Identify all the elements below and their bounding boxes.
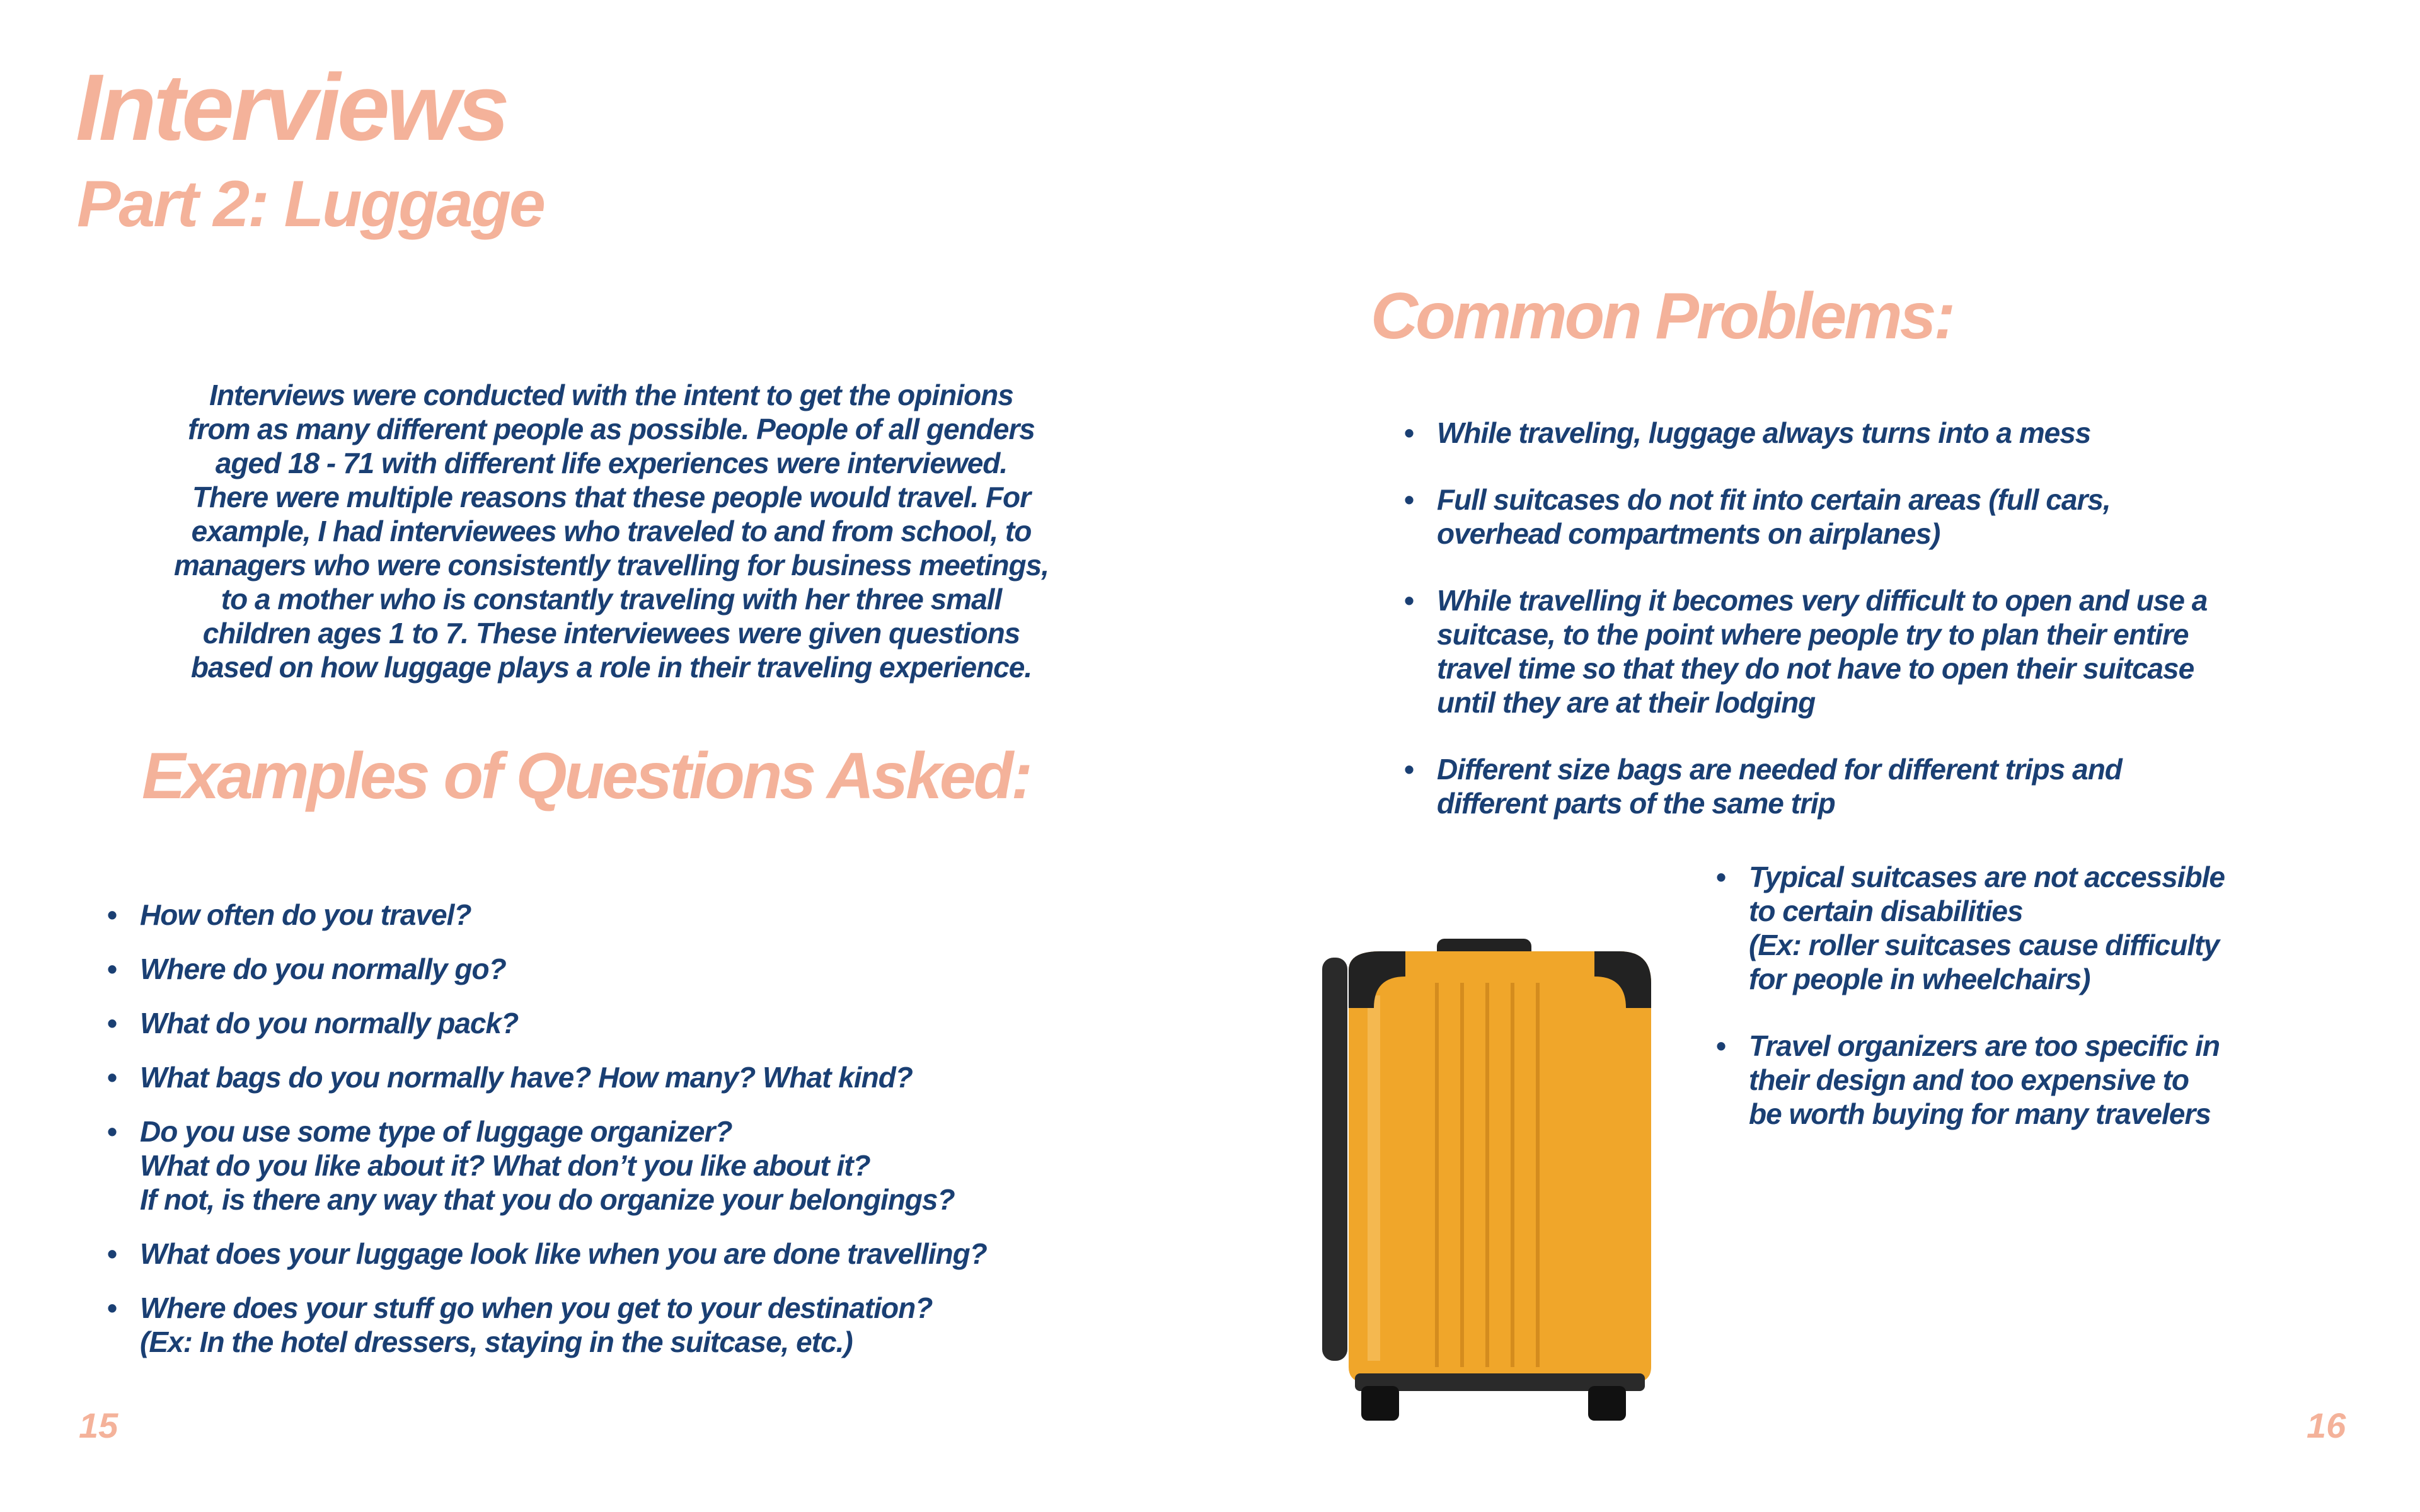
problem-text: their design and too expensive to bbox=[1749, 1063, 2189, 1096]
problem-text: for people in wheelchairs) bbox=[1749, 963, 2090, 995]
list-item bbox=[1404, 583, 2288, 719]
list-item bbox=[1404, 483, 2288, 551]
question-text: (Ex: In the hotel dressers, staying in the suitcase, etc.) bbox=[140, 1326, 853, 1358]
intro-line: based on how luggage plays a role in their traveling experience. bbox=[190, 651, 1032, 684]
question-text: Do you use some type of luggage organizer? bbox=[140, 1115, 732, 1148]
problem-text: Full suitcases do not fit into certain areas (full cars, bbox=[1437, 483, 2111, 516]
list-item bbox=[1404, 416, 2288, 450]
problem-text: suitcase, to the point where people try to plan their entire bbox=[1437, 618, 2189, 651]
page-number-left: 15 bbox=[79, 1406, 118, 1445]
list-item bbox=[1716, 860, 2316, 996]
list-item bbox=[1716, 1029, 2316, 1131]
wheel-icon bbox=[1361, 1386, 1399, 1421]
problems-list-side bbox=[1716, 860, 2316, 1164]
problem-text: Different size bags are needed for different trips and bbox=[1437, 753, 2122, 786]
problem-text: be worth buying for many travelers bbox=[1749, 1097, 2211, 1130]
intro-line: from as many different people as possible. People of all genders bbox=[188, 413, 1035, 445]
bullet: • bbox=[107, 1007, 117, 1040]
problem-text: travel time so that they do not have to open their suitcase bbox=[1437, 652, 2194, 685]
bullet: • bbox=[1716, 1029, 1726, 1062]
bullet: • bbox=[1404, 416, 1414, 449]
list-item bbox=[107, 1060, 1148, 1094]
problem-text: to certain disabilities bbox=[1749, 895, 2023, 927]
page-number-right: 16 bbox=[2307, 1406, 2346, 1445]
question-text: Where does your stuff go when you get to your destination? bbox=[140, 1292, 933, 1324]
bullet: • bbox=[107, 898, 117, 931]
list-item bbox=[1404, 752, 2288, 820]
suitcase-side-icon bbox=[1322, 958, 1347, 1361]
intro-line: There were multiple reasons that these people would travel. For bbox=[192, 481, 1031, 513]
bullet: • bbox=[1716, 861, 1726, 893]
intro-line: children ages 1 to 7. These interviewees were given questions bbox=[202, 617, 1020, 650]
question-text: How often do you travel? bbox=[140, 898, 471, 931]
list-item bbox=[107, 1237, 1148, 1271]
list-item bbox=[107, 952, 1148, 986]
intro-line: Interviews were conducted with the intent to get the opinions bbox=[209, 379, 1013, 411]
intro-paragraph bbox=[139, 378, 1084, 684]
problem-text: Typical suitcases are not accessible bbox=[1749, 861, 2225, 893]
list-item bbox=[107, 1291, 1148, 1359]
question-text: What do you like about it? What don’t you like about it? bbox=[140, 1149, 870, 1182]
intro-line: to a mother who is constantly traveling with her three small bbox=[221, 583, 1002, 616]
question-text: What do you normally pack? bbox=[140, 1007, 519, 1040]
problem-text: While travelling it becomes very difficult to open and use a bbox=[1437, 584, 2208, 617]
page-subtitle: Part 2: Luggage bbox=[77, 168, 544, 241]
intro-line: example, I had interviewees who traveled to and from school, to bbox=[191, 515, 1032, 547]
question-text: Where do you normally go? bbox=[140, 953, 506, 985]
list-item bbox=[107, 1114, 1148, 1217]
problem-text: until they are at their lodging bbox=[1437, 686, 1816, 719]
question-text: If not, is there any way that you do organize your belongings? bbox=[140, 1183, 955, 1216]
suitcase-image bbox=[1311, 932, 1676, 1424]
intro-line: aged 18 - 71 with different life experiences were interviewed. bbox=[215, 447, 1008, 479]
list-item bbox=[107, 898, 1148, 932]
bullet: • bbox=[107, 1115, 117, 1148]
problem-text: (Ex: roller suitcases cause difficulty bbox=[1749, 929, 2220, 961]
bullet: • bbox=[107, 1292, 117, 1324]
bullet: • bbox=[107, 1237, 117, 1270]
problem-text: Travel organizers are too specific in bbox=[1749, 1029, 2220, 1062]
page-title: Interviews bbox=[76, 54, 507, 160]
problems-list bbox=[1404, 416, 2288, 853]
problem-text: different parts of the same trip bbox=[1437, 787, 1835, 820]
bullet: • bbox=[107, 953, 117, 985]
wheel-icon bbox=[1588, 1386, 1626, 1421]
list-item bbox=[107, 1006, 1148, 1040]
suitcase-body-icon bbox=[1349, 951, 1651, 1383]
problem-text: overhead compartments on airplanes) bbox=[1437, 517, 1940, 550]
bullet: • bbox=[1404, 483, 1414, 516]
question-text: What bags do you normally have? How many? What kind? bbox=[140, 1061, 913, 1094]
bullet: • bbox=[1404, 753, 1414, 786]
problems-heading: Common Problems: bbox=[1371, 280, 1954, 353]
bullet: • bbox=[107, 1061, 117, 1094]
questions-heading: Examples of Questions Asked: bbox=[142, 740, 1030, 813]
questions-list bbox=[107, 898, 1148, 1379]
intro-line: managers who were consistently travelling for business meetings, bbox=[174, 549, 1049, 581]
problem-text: While traveling, luggage always turns into a mess bbox=[1437, 416, 2091, 449]
bullet: • bbox=[1404, 584, 1414, 617]
question-text: What does your luggage look like when you are done travelling? bbox=[140, 1237, 987, 1270]
